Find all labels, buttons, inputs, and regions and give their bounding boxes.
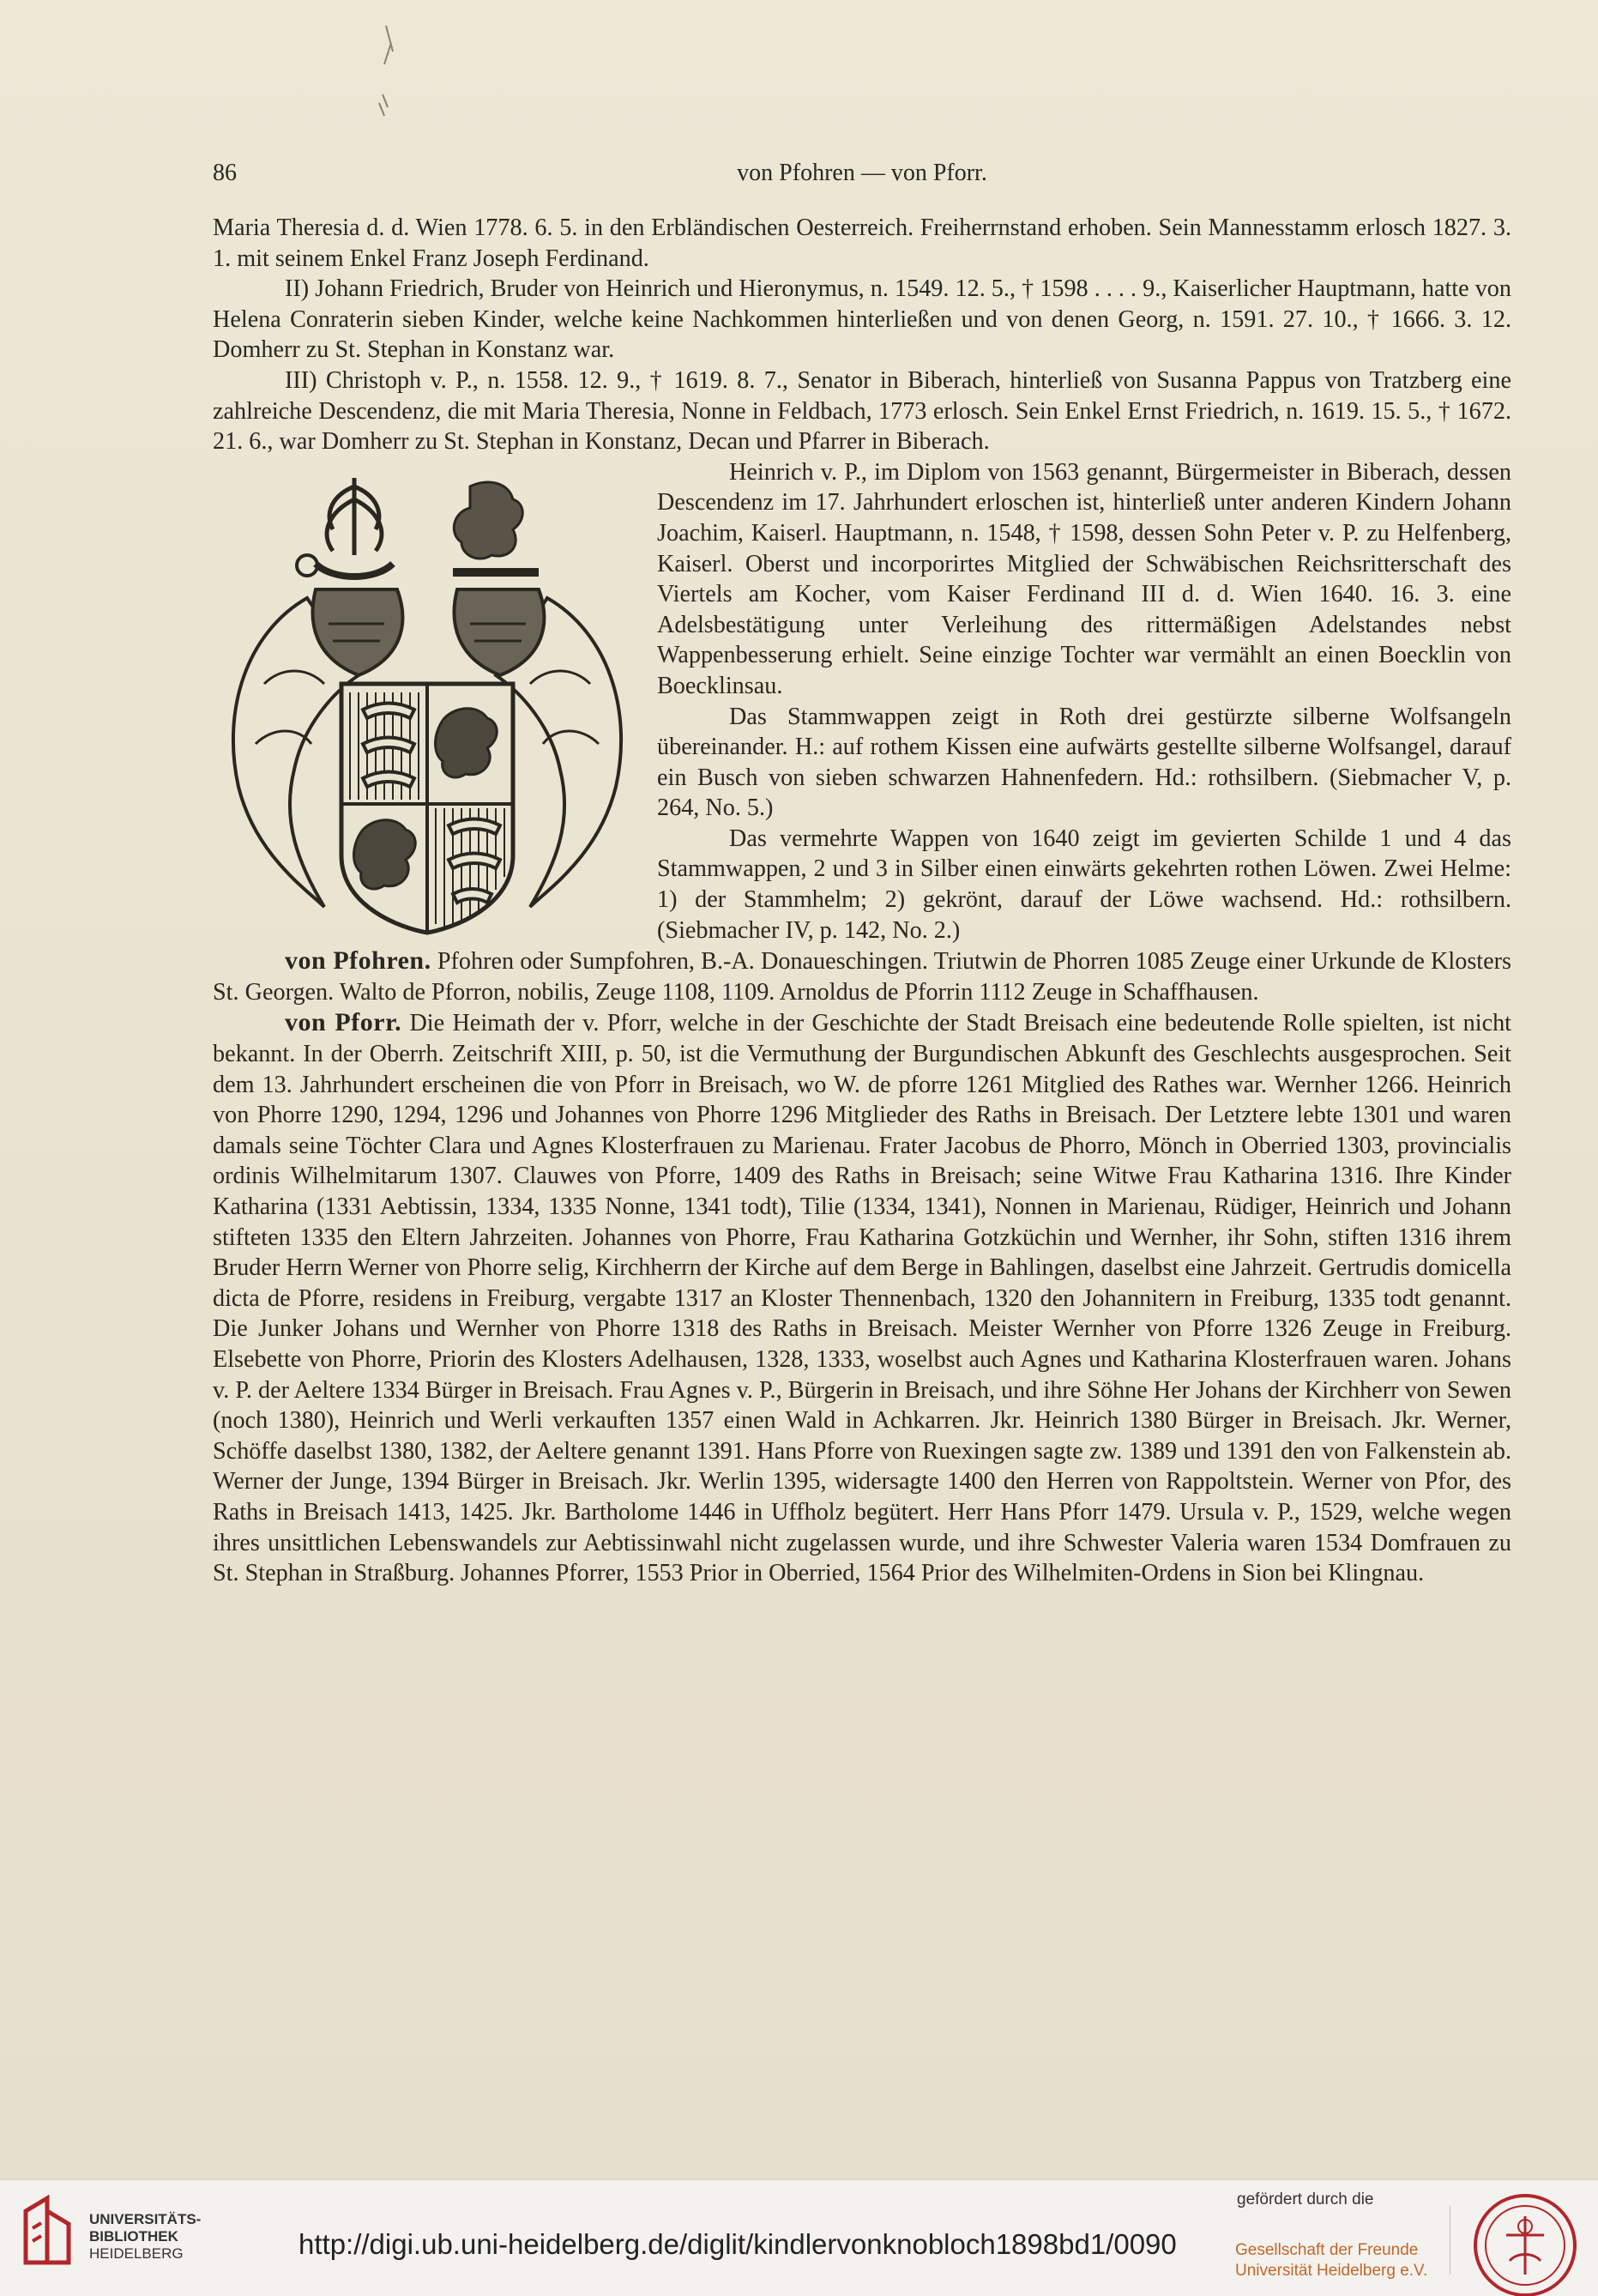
page-number: 86 bbox=[213, 160, 237, 186]
society-name: Gesellschaft der Freunde Universität Heidelberg e.V. bbox=[1235, 2241, 1428, 2280]
entry-heading: von Pfohren. bbox=[285, 946, 431, 976]
funded-by-label: gefördert durch die bbox=[1237, 2190, 1374, 2208]
running-title: von Pfohren — von Pforr. bbox=[737, 160, 987, 186]
paragraph: Maria Theresia d. d. Wien 1778. 6. 5. in den Erbländischen Oesterreich. Freiherrnstand erhoben. Sein Mannesstamm erlosch 1827. 3. 1. mit seinem Enkel Franz Joseph Ferdinand. bbox=[213, 214, 1511, 272]
library-name: UNIVERSITÄTS- BIBLIOTHEK HEIDELBERG bbox=[89, 2211, 202, 2262]
pencil-mark-icon bbox=[369, 17, 420, 120]
coat-of-arms-icon bbox=[213, 461, 642, 941]
paragraph: II) Johann Friedrich, Bruder von Heinrich und Hieronymus, n. 1549. 12. 5., † 1598 . . . . 9., Kaiserlicher Hauptmann, hatte von Helena Conraterin sieben Kinder, welche keine Nachkommen hinterließen und von denen Georg, n. 1591. 27. 10., † 1666. 3. 12. Domherr zu St. Stephan in Konstanz war. bbox=[213, 275, 1511, 364]
entry-text: Die Heimath der v. Pforr, welche in der Geschichte der Stadt Breisach eine bedeutende Rolle spielten, ist nicht bekannt. In der Oberrh. Zeitschrift XIII, p. 50, ist die Vermuthung der Burgundischen Abkunft des Geschlechts ausgesprochen. Seit dem 13. Jahrhundert erscheinen die von Pforr in Breisach, wo W. de pforre 1261 Mitglied des Rathes war. Wernher 1266. Heinrich von Phorre 1290, 1294, 1296 und Johannes von Phorre 1296 Mitglieder des Raths in Breisach. Der Letztere lebte 1301 und waren damals seine Töchter Clara und Agnes Klosterfrauen zu Marienau. Frater Jacobus de Phorro, Mönch in Oberried 1303, provincialis ordinis Wilhelmitarum 1307. Clauwes von Pforre, 1409 des Raths in Breisach; seine Witwe Frau Katharina 1316. Ihre Kinder Katharina (1331 Aebtissin, 1334, 1335 Nonne, 1341 todt), Tilie (1334, 1341), Nonnen in Marienau, Rüdiger, Heinrich und Johann stifteten 1335 den Eltern Jahrzeiten. Johannes von Phorre, Frau Katharina Gotzküchin und Wernher, ihr Sohn, stiften 1316 ihrem Bruder Herrn Werner von Phorre selig, Kirchherrn der Kirche auf dem Berge in Bahlingen, daselbst eine Jahrzeit. Gertrudis domicella dicta de Pforre, residens in Freiburg, vergabte 1317 an Kloster Thennenbach, 1320 den Johannitern in Freiburg, 1335 todt genannt. Die Junker Johans und Wernher von Phorre 1318 des Raths in Breisach. Meister Wernher von Pforre 1326 Zeuge in Freiburg. Elsebette von Phorre, Priorin des Klosters Adelhausen, 1328, 1333, woselbst auch Agnes und Katharina Klosterfrauen waren. Johans v. P. der Aeltere 1334 Bürger in Breisach. Frau Agnes v. P., Bürgerin in Breisach, und ihre Söhne Her Johans der Kirchherr von Sewen (noch 1380), Heinrich und Werli verkauften 1357 einen Wald in Achkarren. Jkr. Heinrich 1380 Bürger in Breisach. Jkr. Werner, Schöffe daselbst 1380, 1382, der Aeltere genannt 1391. Hans Pforre von Ruexingen sagte zw. 1389 und 1391 den von Falkenstein ab. Werner der Junge, 1394 Bürger in Breisach. Jkr. Werlin 1395, widersagte 1400 den Herren von Rappoltstein. Werner von Pfor, des Raths in Breisach 1413, 1425. Jkr. Bartholome 1446 in Uffholz begütert. Herr Hans Pforr 1479. Ursula v. P., 1529, welche wegen ihres unsittlichen Lebenswandels zur Aebtissinwahl nicht zugelassen wurde, und ihre Schwester Valeria waren 1534 Domfrauen zu St. Stephan in Straßburg. Johannes Pforrer, 1553 Prior in Oberried, 1564 Prior des Wilhelmiten-Ordens in Sion bei Klingnau. bbox=[213, 1010, 1512, 1587]
paragraph: Das vermehrte Wappen von 1640 zeigt im gevierten Schilde 1 und 4 das Stammwappen, 2 und 3 in Silber einen einwärts gekehrten rothen Löwen. Zwei Helme: 1) der Stammhelm; 2) gekrönt, darauf der Löwe wachsend. Hd.: rothsilbern. (Siebmacher IV, p. 142, No. 2.) bbox=[657, 825, 1511, 944]
entry-heading: von Pforr. bbox=[285, 1008, 402, 1037]
paragraph: III) Christoph v. P., n. 1558. 12. 9., † 1619. 8. 7., Senator in Biberach, hinterließ von Susanna Pappus von Tratzberg eine zahlreiche Descendenz, die mit Maria Theresia, Nonne in Feldbach, 1773 erlosch. Sein Enkel Ernst Friedrich, n. 1619. 15. 5., † 1672. 21. 6., war Domherr zu St. Stephan in Konstanz, Decan und Pfarrer in Biberach. bbox=[213, 366, 1511, 456]
digitization-footer bbox=[0, 2179, 1598, 2296]
paragraph: Das Stammwappen zeigt in Roth drei gestürzte silberne Wolfsangeln übereinander. H.: auf rothem Kissen eine aufwärts gestellte silberne Wolfsangel, darauf ein Busch von sieben schwarzen Hahnenfedern. Hd.: rothsilbern. (Siebmacher V, p. 264, No. 5.) bbox=[657, 703, 1511, 822]
entry-text: Pfohren oder Sumpfohren, B.-A. Donaueschingen. Triutwin de Phorren 1085 Zeuge einer Urkunde de Klosters St. Georgen. Walto de Pforron, nobilis, Zeuge 1108, 1109. Arnoldus de Pforrin 1112 Zeuge in Schaffhausen. bbox=[213, 948, 1512, 1006]
permalink-url[interactable]: http://digi.ub.uni-heidelberg.de/diglit/kindlervonknobloch1898bd1/0090 bbox=[298, 2228, 1177, 2260]
university-seal-icon bbox=[1472, 2192, 1578, 2296]
main-text bbox=[213, 213, 1511, 1589]
paragraph: Heinrich v. P., im Diplom von 1563 genannt, Bürgermeister in Biberach, dessen Descendenz im 17. Jahrhundert erloschen ist, hinterließ unter anderen Kindern Johann Joachim, Kaiserl. Hauptmann, n. 1548, † 1598, dessen Sohn Peter v. P. zu Helfenberg, Kaiserl. Oberst und incorporirtes Mitglied der Schwäbischen Reichsritterschaft des Viertels am Kocher, vom Kaiser Ferdinand III d. d. Wien 1640. 16. 3. eine Adelsbestätigung unter Verleihung des rittermäßigen Adelstandes nebst Wappenbesserung erhielt. Seine einzige Tochter war vermählt an einen Boecklin von Boecklinsau. bbox=[657, 458, 1511, 699]
entry-von-pforr bbox=[213, 1007, 1511, 1588]
university-library-logo-icon bbox=[17, 2194, 77, 2271]
running-header bbox=[213, 160, 1511, 194]
entry-von-pfohren bbox=[213, 946, 1511, 1007]
